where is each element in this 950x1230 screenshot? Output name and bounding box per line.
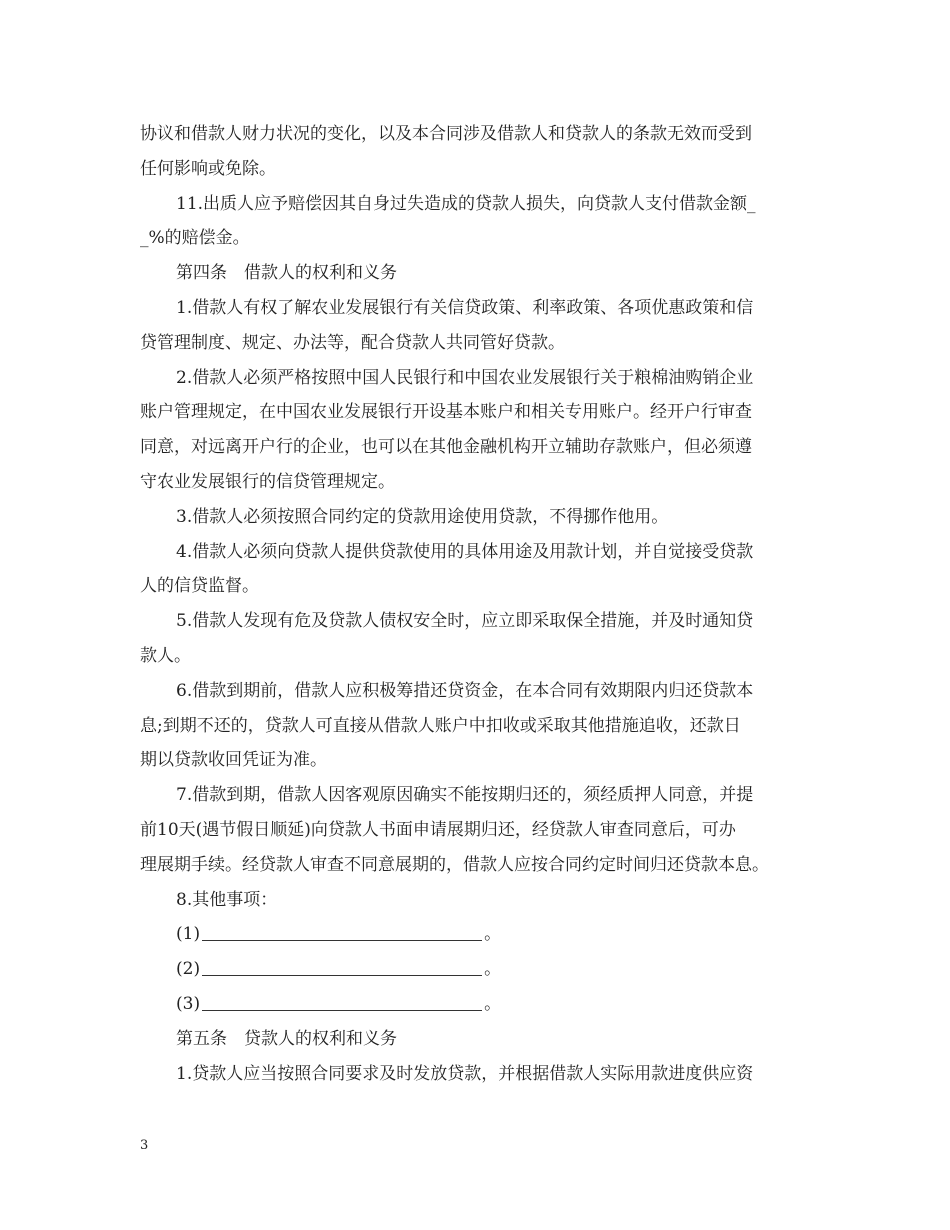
blank-item-end: 。 — [484, 959, 502, 980]
text-line: 1.贷款人应当按照合同要求及时发放贷款，并根据借款人实际用款进度供应资 — [176, 1063, 754, 1084]
paragraph-block-1 — [140, 117, 820, 917]
text-line: 息;到期不还的，贷款人可直接从借款人账户中扣收或采取其他措施追收，还款日 — [140, 715, 741, 736]
text-line: 前10天(遇节假日顺延)向贷款人书面申请展期归还，经贷款人审查同意后，可办 — [140, 819, 736, 840]
text-line: 3.借款人必须按照合同约定的贷款用途使用贷款，不得挪作他用。 — [176, 506, 669, 527]
text-line: 4.借款人必须向贷款人提供贷款使用的具体用途及用款计划，并自觉接受贷款 — [176, 541, 754, 562]
blank-item-label: (3) — [176, 993, 201, 1014]
paragraph-block-2 — [140, 1022, 820, 1092]
blank-items-list — [140, 917, 820, 1021]
text-line: 任何影响或免除。 — [140, 158, 276, 179]
text-line: 人的信贷监督。 — [140, 576, 259, 597]
blank-item — [140, 987, 820, 1022]
page-number: 3 — [140, 1138, 149, 1153]
blank-item-end: 。 — [484, 924, 502, 945]
text-line: _%的赔偿金。 — [140, 228, 250, 249]
text-line: 6.借款到期前，借款人应积极筹措还贷资金，在本合同有效期限内归还贷款本 — [176, 680, 754, 701]
blank-item — [140, 952, 820, 987]
text-line: 同意，对远离开户行的企业，也可以在其他金融机构开立辅助存款账户，但必须遵 — [140, 437, 752, 458]
blank-item-label: (2) — [176, 959, 201, 980]
text-line: 7.借款到期，借款人因客观原因确实不能按期归还的，须经质押人同意，并提 — [176, 785, 754, 806]
text-line: 第五条 贷款人的权利和义务 — [176, 1028, 397, 1049]
fill-in-blank — [202, 994, 482, 1011]
text-line: 5.借款人发现有危及贷款人债权安全时，应立即采取保全措施，并及时通知贷 — [176, 611, 754, 632]
text-line: 期以贷款收回凭证为准。 — [140, 750, 327, 771]
blank-item — [140, 917, 820, 952]
fill-in-blank — [202, 959, 482, 976]
text-line: 11.出质人应予赔偿因其自身过失造成的贷款人损失，向贷款人支付借款金额_ — [176, 193, 756, 214]
fill-in-blank — [202, 924, 482, 941]
text-line: 1.借款人有权了解农业发展银行有关信贷政策、利率政策、各项优惠政策和信 — [176, 297, 754, 318]
blank-item-label: (1) — [176, 924, 201, 945]
text-line: 第四条 借款人的权利和义务 — [176, 263, 397, 284]
blank-item-end: 。 — [484, 993, 502, 1014]
text-line: 贷管理制度、规定、办法等，配合贷款人共同管好贷款。 — [140, 332, 565, 353]
text-line: 款人。 — [140, 645, 191, 666]
text-line: 账户管理规定，在中国农业发展银行开设基本账户和相关专用账户。经开户行审查 — [140, 402, 752, 423]
text-line: 守农业发展银行的信贷管理规定。 — [140, 471, 395, 492]
text-line: 协议和借款人财力状况的变化，以及本合同涉及借款人和贷款人的条款无效而受到 — [140, 124, 752, 144]
text-line: 理展期手续。经贷款人审查不同意展期的，借款人应按合同约定时间归还贷款本息。 — [140, 854, 769, 875]
document-body — [140, 117, 820, 1091]
text-line: 2.借款人必须严格按照中国人民银行和中国农业发展银行关于粮棉油购销企业 — [176, 367, 754, 388]
text-line: 8.其他事项： — [176, 889, 278, 910]
